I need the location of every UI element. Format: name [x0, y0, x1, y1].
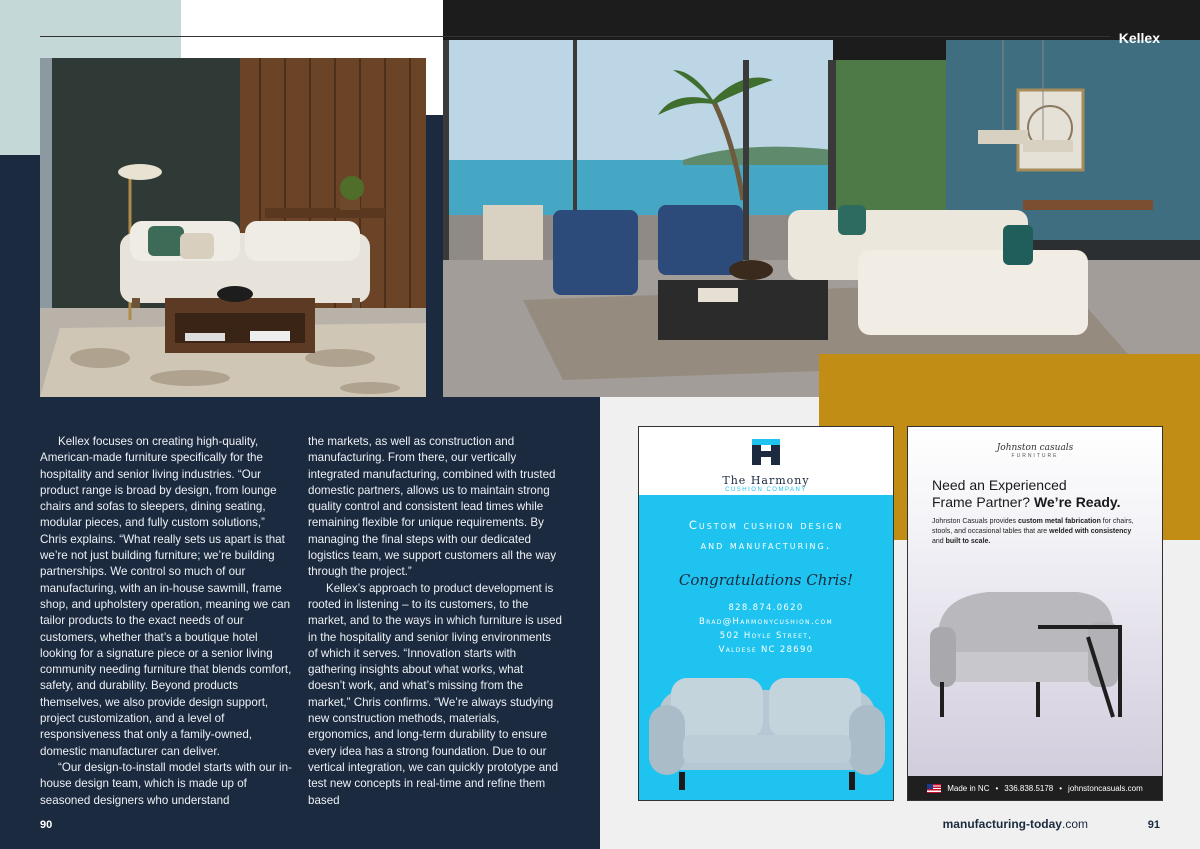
harmony-h-logo-icon: [746, 437, 786, 467]
living-room-photo: [40, 58, 426, 397]
harmony-logo-name: The Harmony: [722, 474, 810, 487]
harmony-headline-line-1: Custom cushion design: [688, 518, 844, 532]
johnston-ad-headline: [932, 477, 1162, 511]
header-rule: [40, 36, 1110, 37]
section-title: Kellex: [1118, 30, 1160, 46]
ocean-view-lounge-photo: [443, 0, 1200, 397]
harmony-phone: 828.874.0620: [728, 603, 804, 613]
johnston-made-in: Made in NC: [947, 783, 990, 793]
johnston-brand-subtitle: FURNITURE: [1011, 453, 1059, 459]
johnston-body-bold: welded with consistency: [1049, 528, 1132, 535]
johnston-body-bold: custom metal fabrication: [1018, 518, 1101, 525]
johnston-body-text: for chairs, stools, and occasional tables that are: [932, 518, 1134, 535]
harmony-congrats-text: Congratulations Chris!: [678, 571, 854, 589]
harmony-email: Brad@Harmonycushion.com: [699, 617, 833, 627]
johnston-website[interactable]: johnstoncasuals.com: [1068, 783, 1143, 793]
site-url-tld: .com: [1061, 817, 1088, 831]
harmony-ad-header: [639, 427, 893, 495]
article-paragraph: Kellex focuses on creating high-quality, American-made furniture specifically for the hospitality and senior living industries. “Our product range is broad by design, from lounge chairs and sofas to sleepers, dining seating, modular pieces, and fully custom solutions,” Chris explains. “What really sets us apart is that we’re not just building furniture; we’re building partnerships. We control so much of our manufacturing, with an in-house sawmill, frame shop, and upholstery operation, meaning we can tailor products to the exact needs of our customers, whether that’s a boutique hotel looking for a signature piece or a senior living community needing furniture that blends comfort, safety, and durability. Beyond products themselves, we also provide design support, project customization, and a level of responsiveness that only a family-owned, domestic manufacturer can deliver.: [40, 435, 292, 758]
article-paragraph: “Our design-to-install model starts with our in-house design team, which is made up of seasoned designers who understand: [40, 760, 292, 807]
johnston-brand-logo: Johnston casuals: [996, 443, 1074, 453]
johnston-headline-line-2: [932, 494, 1162, 511]
loveseat-illustration: [639, 650, 894, 800]
harmony-ad-headline: [639, 515, 893, 555]
footer-separator: •: [995, 783, 999, 793]
harmony-contact-block: [639, 601, 893, 657]
johnston-ad-body: [932, 517, 1142, 547]
johnston-body-bold: built to scale.: [945, 538, 991, 545]
harmony-city: Valdese NC 28690: [718, 645, 814, 655]
footer-separator: •: [1059, 783, 1063, 793]
us-flag-icon: [927, 784, 941, 793]
site-url-bold: manufacturing-today: [942, 817, 1062, 831]
johnston-headline-2a: Frame Partner?: [932, 494, 1034, 510]
johnston-casuals-ad[interactable]: [907, 426, 1163, 801]
johnston-body-text: Johnston Casuals provides: [932, 518, 1018, 525]
right-page-number: 91: [1147, 819, 1160, 831]
article-column-1: [40, 434, 294, 809]
harmony-logo-subtitle: CUSHION COMPANY: [725, 487, 807, 493]
harmony-headline-line-2: and manufacturing.: [700, 538, 832, 552]
article-paragraph: Kellex’s approach to product development is rooted in listening – to its customers, to the market, and to the ways in which furniture is used in the hospitality and senior living environments of which it serves. “Innovation starts with gathering insights about what works, what doesn’t work, and what’s missing from the market,” Chris confirms. “We’re always studying new construction methods, materials, ergonomics, and long-term durability to ensure every idea has a strong foundation. Due to our vertical integration, we can quickly prototype and test new concepts in real-time and refine them based: [308, 581, 562, 807]
harmony-street: 502 Hoyle Street,: [719, 631, 813, 641]
johnston-ad-footer: [908, 776, 1162, 800]
harmony-cushion-ad[interactable]: [638, 426, 894, 801]
article-column-2: [308, 434, 562, 809]
johnston-headline-line-1: Need an Experienced: [932, 477, 1067, 493]
johnston-phone: 336.838.5178: [1004, 783, 1054, 793]
site-url[interactable]: [943, 817, 1088, 831]
johnston-body-text: and: [932, 538, 946, 545]
left-page-number: 90: [40, 819, 53, 831]
article-paragraph: the markets, as well as construction and manufacturing. From there, our vertically integrated manufacturing, combined with trusted domestic partners, allows us to maintain strong quality control and consistent lead times while remaining flexible for unique requirements. By managing the final steps with our dedicated logistics team, we support customers all the way through the project.”: [308, 435, 557, 579]
johnston-headline-2b: We’re Ready.: [1033, 494, 1121, 510]
metal-frame-chair-illustration: [908, 567, 1163, 747]
